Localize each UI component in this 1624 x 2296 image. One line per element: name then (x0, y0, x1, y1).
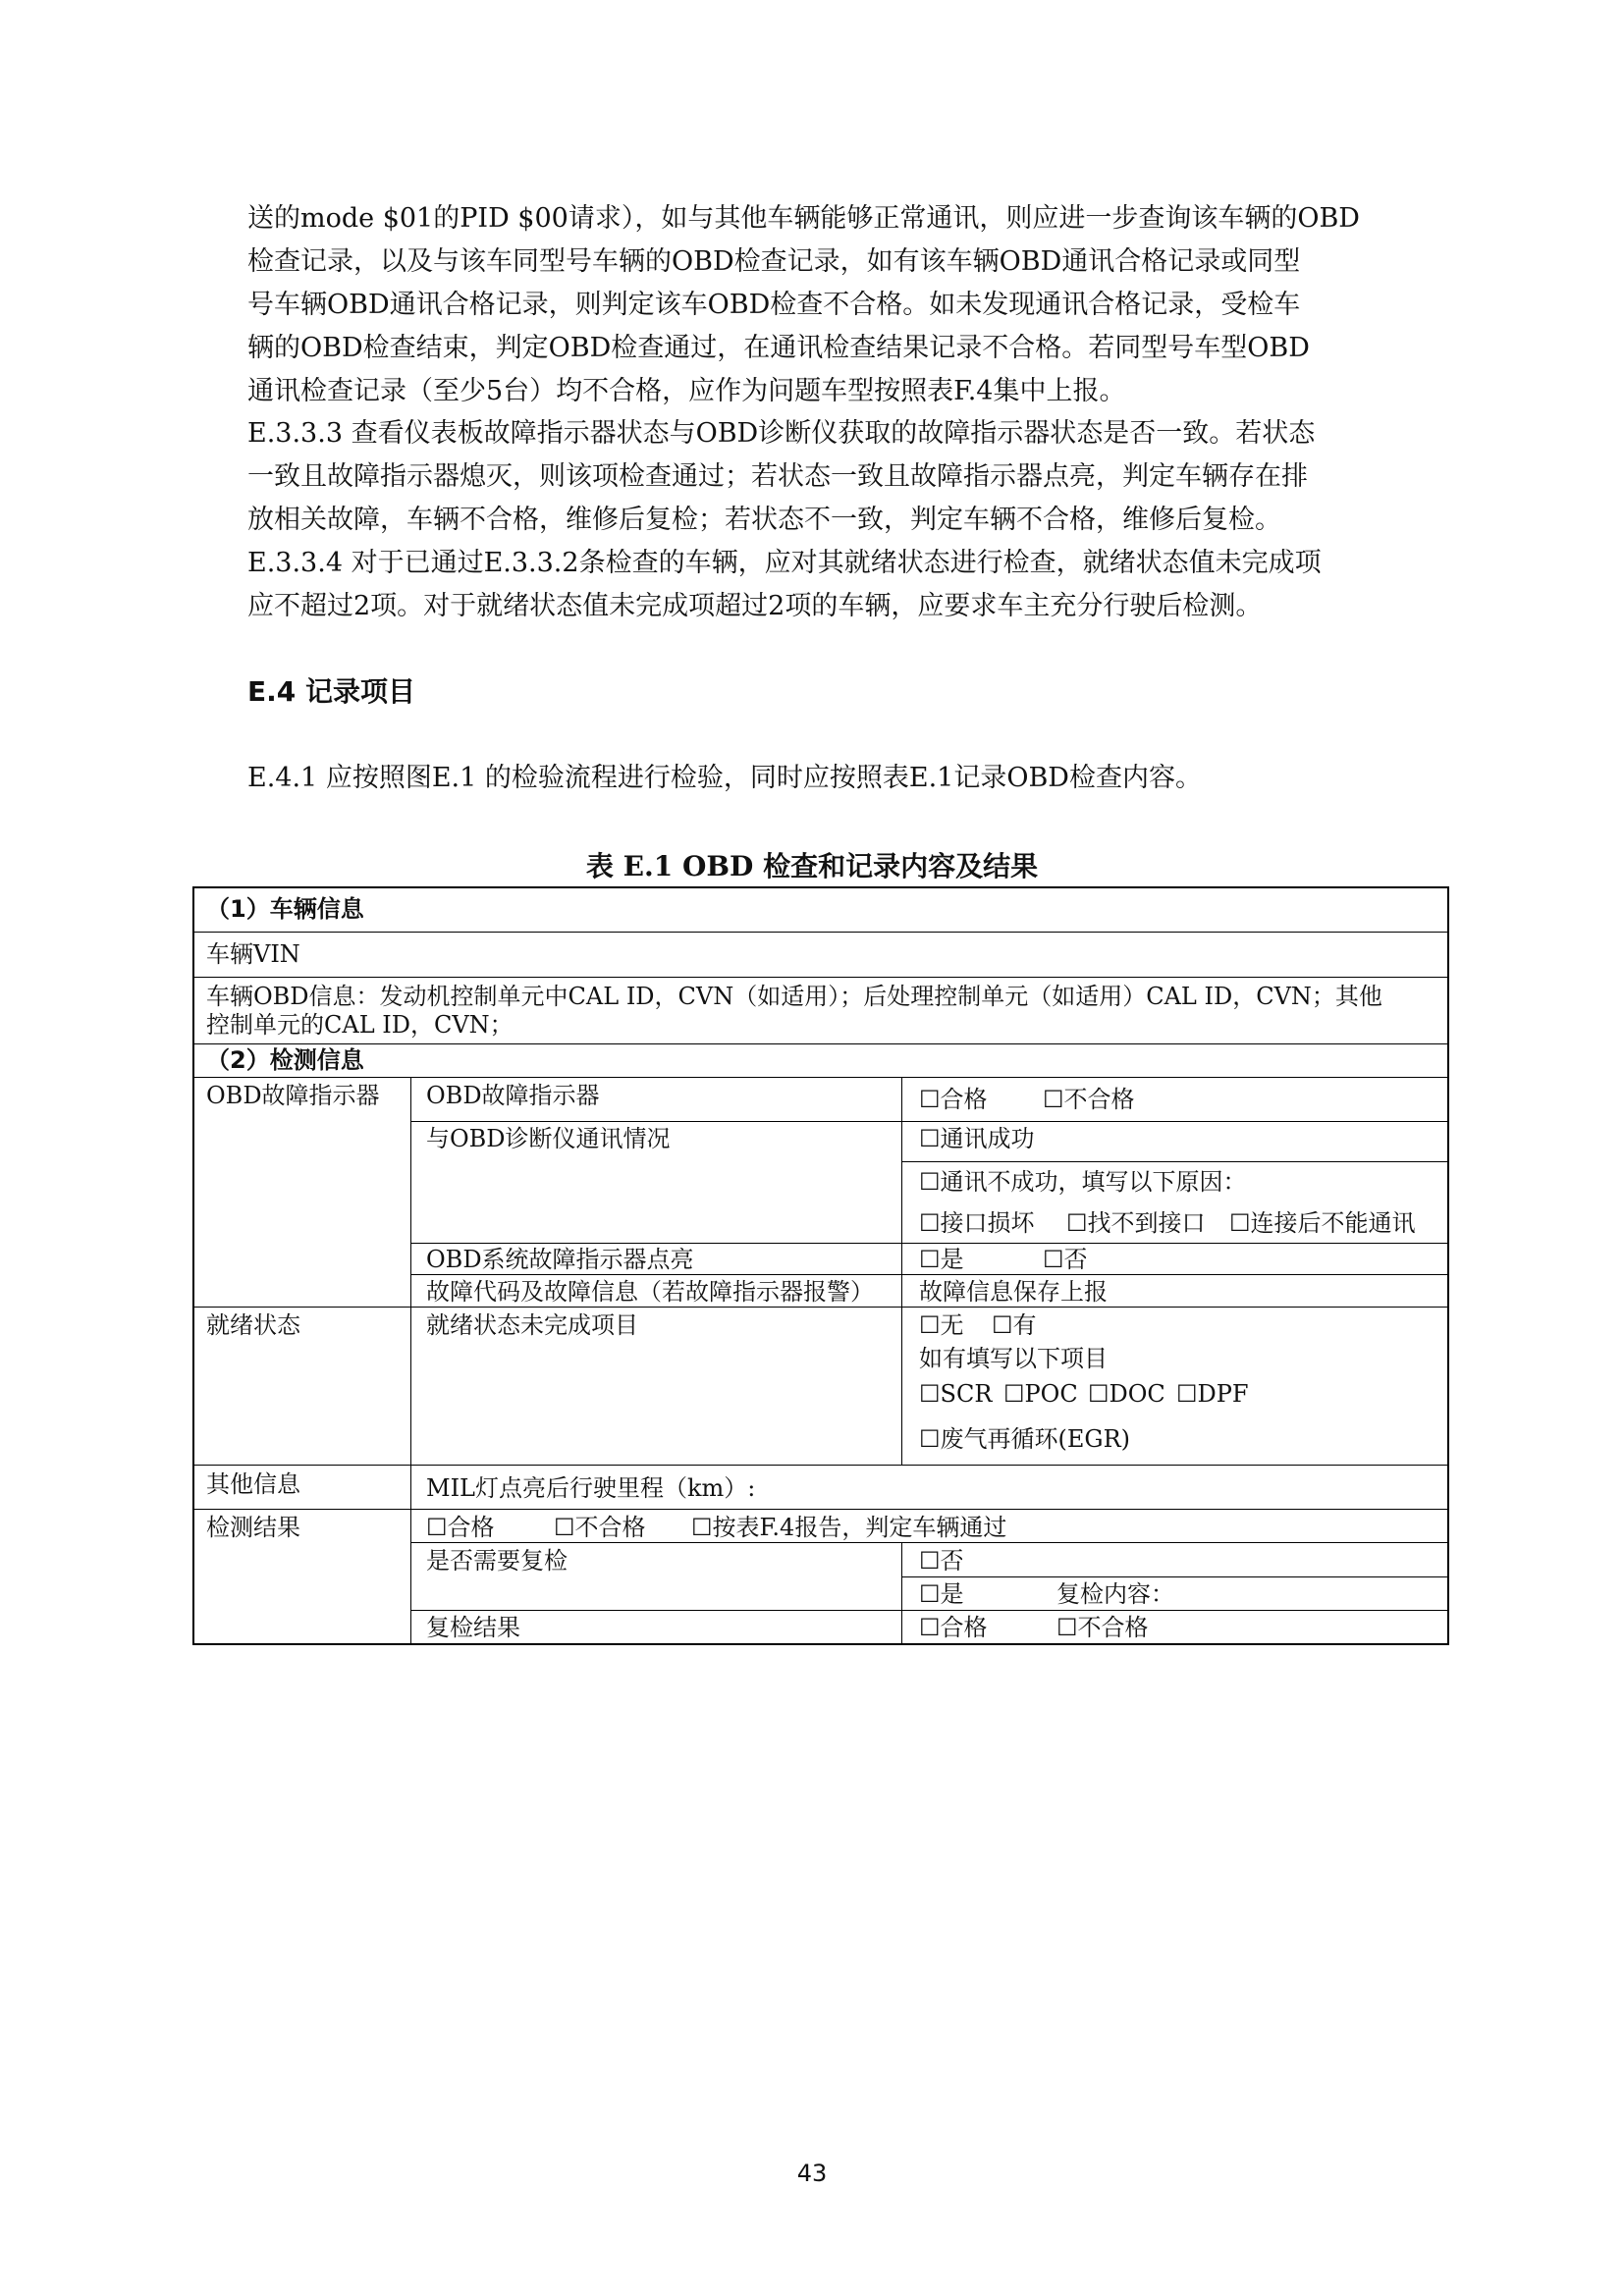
table-caption: 表 E.1 OBD 检查和记录内容及结果 (585, 850, 1039, 882)
text-line: E.3.3.3 查看仪表板故障指示器状态与OBD诊断仪获取的故障指示器状态是否一致。若状态 (247, 418, 1316, 449)
readiness-none-checkbox[interactable]: ☐无 (919, 1311, 964, 1339)
table-rule (194, 1509, 1447, 1510)
section-inspection-info: （2）检测信息 (206, 1046, 364, 1074)
section-heading: E.4 记录项目 (247, 675, 415, 708)
text-line: 辆的OBD检查结束，判定OBD检查通过，在通讯检查结果记录不合格。若同型号车型OBD (247, 333, 1310, 363)
recheck-fail-checkbox[interactable]: ☐不合格 (1056, 1614, 1149, 1641)
readiness-dpf-checkbox[interactable]: ☐DPF (1176, 1380, 1249, 1408)
table-rule (901, 1542, 902, 1643)
obd-info-label-cont: 控制单元的CAL ID，CVN； (206, 1011, 514, 1039)
recheck-yes-checkbox[interactable]: ☐是 (919, 1580, 964, 1608)
recheck-content-label: 复检内容： (1056, 1580, 1174, 1608)
table-rule (410, 1542, 1447, 1543)
table-rule (194, 1077, 1447, 1078)
text-line: 放相关故障，车辆不合格，维修后复检；若状态不一致，判定车辆不合格，维修后复检。 (247, 505, 1281, 535)
paragraph-obd-communication (247, 197, 1396, 413)
table-rule (901, 1161, 1447, 1162)
table-rule (410, 1610, 1447, 1611)
text-line: 号车辆OBD通讯合格记录，则判定该车OBD检查不合格。如未发现通讯合格记录，受检车 (247, 290, 1301, 320)
text-line: 应不超过2项。对于就绪状态值未完成项超过2项的车辆，应要求车主充分行驶后检测。 (247, 591, 1263, 621)
mil-lit-yes-checkbox[interactable]: ☐是 (919, 1246, 964, 1273)
table-rule (194, 932, 1447, 933)
table-rule (410, 1077, 411, 1643)
recheck-result-item: 复检结果 (426, 1614, 520, 1641)
text-line: 通讯检查记录（至少5台）均不合格，应作为问题车型按照表F.4集中上报。 (247, 376, 1126, 406)
mil-lit-no-checkbox[interactable]: ☐否 (1043, 1246, 1088, 1273)
paragraph-e4-1: E.4.1 应按照图E.1 的检验流程进行检验，同时应按照表E.1记录OBD检查内容。 (247, 763, 1202, 793)
dtc-item: 故障代码及故障信息（若故障指示器报警） (426, 1278, 874, 1306)
paragraph-e3-3-3 (247, 412, 1396, 542)
table-rule (410, 1121, 1447, 1122)
result-pass-checkbox[interactable]: ☐合格 (426, 1514, 495, 1541)
table-rule (194, 1307, 1447, 1308)
result-label: 检测结果 (206, 1514, 300, 1541)
readiness-egr-checkbox[interactable]: ☐废气再循环(EGR) (919, 1425, 1131, 1453)
comm-fail-checkbox[interactable]: ☐通讯不成功，填写以下原因： (919, 1168, 1247, 1196)
reason-port-not-found-checkbox[interactable]: ☐找不到接口 (1066, 1209, 1206, 1237)
other-info-label: 其他信息 (206, 1470, 300, 1498)
result-report-checkbox[interactable]: ☐按表F.4报告，判定车辆通过 (691, 1514, 1007, 1541)
readiness-scr-checkbox[interactable]: ☐SCR (919, 1380, 993, 1408)
recheck-needed-item: 是否需要复检 (426, 1547, 568, 1575)
table-rule (410, 1243, 1447, 1244)
mil-pass-checkbox[interactable]: ☐合格 (919, 1086, 988, 1113)
table-rule (194, 977, 1447, 978)
readiness-label: 就绪状态 (206, 1311, 300, 1339)
obd-mil-item: OBD故障指示器 (426, 1082, 600, 1109)
text-line: 送的mode $01的PID $00请求），如与其他车辆能够正常通讯，则应进一步查询该车辆的OBD (247, 203, 1360, 234)
dtc-value: 故障信息保存上报 (919, 1278, 1108, 1306)
table-rule (194, 1043, 1447, 1044)
recheck-no-checkbox[interactable]: ☐否 (919, 1547, 964, 1575)
text-line: 检查记录，以及与该车同型号车辆的OBD检查记录，如有该车辆OBD通讯合格记录或同型 (247, 246, 1301, 277)
readiness-fill-note: 如有填写以下项目 (919, 1345, 1108, 1372)
recheck-pass-checkbox[interactable]: ☐合格 (919, 1614, 988, 1641)
text-line: 一致且故障指示器熄灭，则该项检查通过；若状态一致且故障指示器点亮，判定车辆存在排 (247, 461, 1308, 492)
readiness-doc-checkbox[interactable]: ☐DOC (1088, 1380, 1165, 1408)
obd-info-label: 车辆OBD信息：发动机控制单元中CAL ID，CVN（如适用）；后处理控制单元（如适用）CAL ID，CVN；其他 (206, 983, 1382, 1010)
mil-mileage-item: MIL灯点亮后行驶里程（km）: (426, 1474, 756, 1502)
text-line: E.3.3.4 对于已通过E.3.3.2条检查的车辆，应对其就绪状态进行检查，就绪状态值未完成项 (247, 548, 1322, 578)
table-rule (194, 1465, 1447, 1466)
readiness-has-checkbox[interactable]: ☐有 (992, 1311, 1037, 1339)
readiness-item: 就绪状态未完成项目 (426, 1311, 638, 1339)
comm-success-checkbox[interactable]: ☐通讯成功 (919, 1125, 1035, 1152)
page-number: 43 (796, 2160, 828, 2187)
comm-status-item: 与OBD诊断仪通讯情况 (426, 1125, 671, 1152)
mil-lit-item: OBD系统故障指示器点亮 (426, 1246, 694, 1273)
reason-port-damaged-checkbox[interactable]: ☐接口损坏 (919, 1209, 1035, 1237)
readiness-poc-checkbox[interactable]: ☐POC (1003, 1380, 1078, 1408)
obd-mil-label: OBD故障指示器 (206, 1082, 380, 1109)
result-fail-checkbox[interactable]: ☐不合格 (554, 1514, 646, 1541)
table-rule (410, 1274, 1447, 1275)
obd-record-table (192, 886, 1449, 1645)
paragraph-e3-3-4 (247, 542, 1396, 628)
reason-no-comm-checkbox[interactable]: ☐连接后不能通讯 (1229, 1209, 1416, 1237)
vin-label: 车辆VIN (206, 940, 300, 968)
mil-fail-checkbox[interactable]: ☐不合格 (1043, 1086, 1135, 1113)
section-vehicle-info: （1）车辆信息 (206, 895, 364, 923)
table-rule (901, 1576, 1447, 1577)
table-rule (901, 1077, 902, 1465)
